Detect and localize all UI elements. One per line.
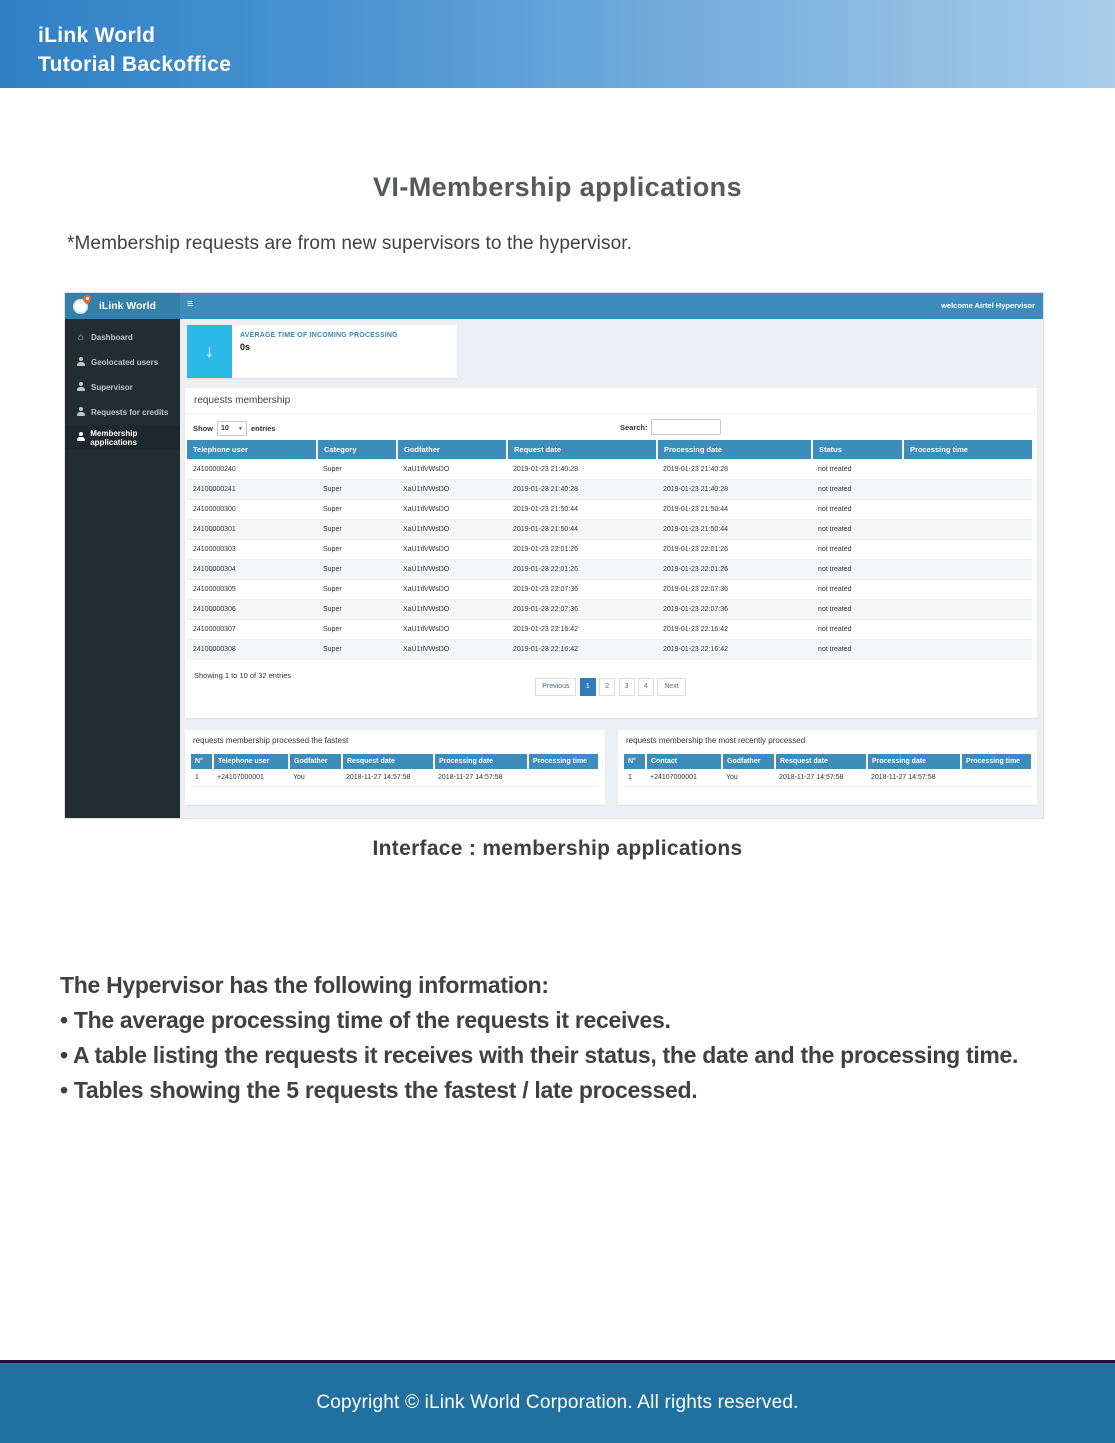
cell-request-date: 2018-11-27 14:57:58 bbox=[775, 769, 867, 786]
column-header-processing-date[interactable]: Processing date bbox=[657, 440, 812, 460]
users-icon bbox=[75, 357, 87, 368]
caret-down-icon: ▼ bbox=[238, 425, 243, 432]
app-sidebar bbox=[65, 319, 180, 818]
pagination-next-button[interactable]: Next bbox=[657, 678, 685, 696]
table-row bbox=[187, 460, 1032, 480]
table-row bbox=[191, 769, 598, 786]
table-summary: Showing 1 to 10 of 32 entries bbox=[194, 671, 292, 680]
cell-status: not treated bbox=[812, 460, 903, 480]
sidebar-item-dashboard[interactable] bbox=[65, 325, 180, 350]
cell-telephone-user: 24100000301 bbox=[187, 520, 317, 540]
cell-godfather: XaU1tlVWsDO bbox=[397, 480, 507, 500]
cell-godfather: You bbox=[289, 769, 342, 786]
cell-processing-date: 2019-01-23 22:01:26 bbox=[657, 560, 812, 580]
recent-panel-title: requests membership the most recently processed bbox=[626, 736, 806, 745]
cell-number: 1 bbox=[191, 769, 213, 786]
users-icon bbox=[75, 407, 87, 418]
fastest-table bbox=[191, 754, 598, 787]
cell-category: Super bbox=[317, 500, 397, 520]
cell-processing-date: 2019-01-23 22:16:42 bbox=[657, 640, 812, 660]
cell-category: Super bbox=[317, 640, 397, 660]
app-content bbox=[180, 319, 1043, 818]
cell-request-date: 2019-01-23 21:40:28 bbox=[507, 460, 657, 480]
body-intro: The Hypervisor has the following information: bbox=[60, 972, 549, 998]
column-header-contact: Contact bbox=[646, 754, 722, 769]
show-label: Show bbox=[193, 424, 213, 433]
table-row bbox=[187, 540, 1032, 560]
cell-telephone-user: 24100000306 bbox=[187, 600, 317, 620]
cell-processing-time bbox=[903, 580, 1032, 600]
cell-category: Super bbox=[317, 520, 397, 540]
pagination bbox=[185, 678, 1037, 696]
cell-status: not treated bbox=[812, 500, 903, 520]
requests-table-body bbox=[187, 460, 1032, 660]
cell-status: not treated bbox=[812, 540, 903, 560]
cell-telephone-user: 24100000308 bbox=[187, 640, 317, 660]
cell-processing-time bbox=[903, 540, 1032, 560]
cell-category: Super bbox=[317, 620, 397, 640]
cell-telephone-user: 24100000303 bbox=[187, 540, 317, 560]
cell-godfather: XaU1tlVWsDO bbox=[397, 560, 507, 580]
cell-request-date: 2019-01-23 21:40:28 bbox=[507, 480, 657, 500]
cell-number: 1 bbox=[624, 769, 646, 786]
cell-telephone-user: +24107000001 bbox=[213, 769, 289, 786]
cell-godfather: XaU1tlVWsDO bbox=[397, 540, 507, 560]
column-header-processing-time: Processing time bbox=[961, 754, 1031, 769]
cell-status: not treated bbox=[812, 620, 903, 640]
cell-category: Super bbox=[317, 560, 397, 580]
table-row bbox=[187, 500, 1032, 520]
recent-table bbox=[624, 754, 1031, 787]
cell-processing-date: 2019-01-23 21:50:44 bbox=[657, 520, 812, 540]
cell-request-date: 2019-01-23 22:16:42 bbox=[507, 640, 657, 660]
column-header-godfather: Godfather bbox=[289, 754, 342, 769]
app-logo[interactable] bbox=[65, 293, 180, 319]
recently-processed-panel bbox=[618, 730, 1037, 805]
cell-status: not treated bbox=[812, 640, 903, 660]
cell-status: not treated bbox=[812, 580, 903, 600]
column-header-processing-time[interactable]: Processing time bbox=[903, 440, 1032, 460]
cell-processing-date: 2019-01-23 21:40:28 bbox=[657, 460, 812, 480]
cell-processing-time bbox=[961, 769, 1031, 786]
cell-godfather: XaU1tlVWsDO bbox=[397, 620, 507, 640]
column-header-processing-date: Processing date bbox=[867, 754, 961, 769]
header-line-1: iLink World bbox=[38, 24, 156, 47]
cell-processing-date: 2019-01-23 21:40:28 bbox=[657, 480, 812, 500]
cell-godfather: XaU1tlVWsDO bbox=[397, 520, 507, 540]
search-label: Search: bbox=[620, 422, 648, 432]
sidebar-item-supervisor[interactable] bbox=[65, 375, 180, 400]
sidebar-item-geolocated-users[interactable] bbox=[65, 350, 180, 375]
table-row bbox=[187, 600, 1032, 620]
cell-godfather: You bbox=[722, 769, 775, 786]
cell-telephone-user: 24100000240 bbox=[187, 460, 317, 480]
cell-category: Super bbox=[317, 460, 397, 480]
pagination-page-1[interactable]: 1 bbox=[580, 678, 596, 696]
recent-table-header-row bbox=[624, 754, 1031, 769]
column-header-request-date: Resquest date bbox=[342, 754, 434, 769]
cell-processing-time bbox=[903, 520, 1032, 540]
document-footer bbox=[0, 1360, 1115, 1443]
bullet-1: • The average processing time of the requests it receives. bbox=[60, 1007, 671, 1033]
table-row bbox=[187, 480, 1032, 500]
cell-request-date: 2018-11-27 14:57:58 bbox=[342, 769, 434, 786]
sidebar-item-label: Geolocated users bbox=[91, 358, 159, 367]
fastest-table-body bbox=[191, 769, 598, 786]
document-header-band bbox=[0, 0, 1115, 88]
column-header-godfather[interactable]: Godfather bbox=[397, 440, 507, 460]
cell-processing-date: 2019-01-23 22:16:42 bbox=[657, 620, 812, 640]
average-time-label: AVERAGE TIME OF INCOMING PROCESSING bbox=[240, 332, 398, 339]
cell-processing-time bbox=[528, 769, 598, 786]
welcome-text: welcome Airtel Hypervisor bbox=[941, 301, 1035, 310]
cell-category: Super bbox=[317, 540, 397, 560]
requests-table bbox=[187, 440, 1032, 660]
document-header-title bbox=[38, 21, 231, 79]
body-text bbox=[60, 968, 1070, 1108]
cell-request-date: 2019-01-23 22:16:42 bbox=[507, 620, 657, 640]
column-header-request-date: Resquest date bbox=[775, 754, 867, 769]
sidebar-item-label: Requests for credits bbox=[91, 408, 169, 417]
cell-category: Super bbox=[317, 600, 397, 620]
sidebar-item-label: Supervisor bbox=[91, 383, 133, 392]
search-input[interactable] bbox=[651, 419, 721, 435]
pagination-page-2[interactable]: 2 bbox=[599, 678, 615, 696]
cell-processing-time bbox=[903, 460, 1032, 480]
panel-title: requests membership bbox=[185, 388, 1037, 414]
app-brand: iLink World bbox=[99, 300, 156, 312]
table-row bbox=[187, 560, 1032, 580]
cell-telephone-user: 24100000304 bbox=[187, 560, 317, 580]
requests-table-header-row bbox=[187, 440, 1032, 460]
cell-processing-date: 2018-11-27 14:57:58 bbox=[867, 769, 961, 786]
users-icon bbox=[75, 382, 87, 393]
cell-processing-time bbox=[903, 640, 1032, 660]
figure-caption: Interface : membership applications bbox=[372, 837, 743, 860]
cell-processing-date: 2019-01-23 22:07:36 bbox=[657, 580, 812, 600]
pagination-page-3[interactable]: 3 bbox=[619, 678, 635, 696]
cell-request-date: 2019-01-23 22:01:26 bbox=[507, 560, 657, 580]
cell-processing-time bbox=[903, 480, 1032, 500]
cell-processing-time bbox=[903, 620, 1032, 640]
column-header-telephone-user: Telephone user bbox=[213, 754, 289, 769]
cell-telephone-user: 24100000300 bbox=[187, 500, 317, 520]
column-header-request-date[interactable]: Request date bbox=[507, 440, 657, 460]
entries-label: entries bbox=[251, 424, 276, 433]
fastest-processed-panel bbox=[185, 730, 605, 805]
cell-processing-date: 2018-11-27 14:57:58 bbox=[434, 769, 528, 786]
page-size-control bbox=[193, 421, 276, 436]
column-header-status[interactable]: Status bbox=[812, 440, 903, 460]
cell-godfather: XaU1tlVWsDO bbox=[397, 600, 507, 620]
cell-status: not treated bbox=[812, 600, 903, 620]
page-title: VI-Membership applications bbox=[373, 172, 742, 202]
cell-status: not treated bbox=[812, 480, 903, 500]
cell-telephone-user: 24100000307 bbox=[187, 620, 317, 640]
cell-request-date: 2019-01-23 22:07:36 bbox=[507, 580, 657, 600]
column-header-godfather: Godfather bbox=[722, 754, 775, 769]
bullet-3: • Tables showing the 5 requests the fastest / late processed. bbox=[60, 1077, 698, 1103]
sidebar-item-label: Membership applications bbox=[90, 428, 138, 447]
cell-processing-time bbox=[903, 560, 1032, 580]
cell-processing-date: 2019-01-23 22:01:26 bbox=[657, 540, 812, 560]
cell-telephone-user: 24100000305 bbox=[187, 580, 317, 600]
cell-processing-date: 2019-01-23 21:50:44 bbox=[657, 500, 812, 520]
average-time-value: 0s bbox=[240, 342, 251, 352]
sidebar-item-label: Dashboard bbox=[91, 333, 133, 342]
table-row bbox=[187, 580, 1032, 600]
recent-table-body bbox=[624, 769, 1031, 786]
home-icon: ⌂ bbox=[77, 331, 85, 343]
sidebar-item-membership-applications[interactable] bbox=[65, 425, 180, 450]
fastest-table-header-row bbox=[191, 754, 598, 769]
header-line-2: Tutorial Backoffice bbox=[38, 53, 232, 76]
table-row bbox=[187, 520, 1032, 540]
table-row bbox=[187, 640, 1032, 660]
cell-request-date: 2019-01-23 21:50:44 bbox=[507, 520, 657, 540]
table-row bbox=[187, 620, 1032, 640]
column-header-number: N° bbox=[624, 754, 646, 769]
sidebar-item-requests-for-credits[interactable] bbox=[65, 400, 180, 425]
users-icon bbox=[75, 432, 86, 443]
fastest-panel-title: requests membership processed the fastest bbox=[193, 736, 349, 745]
column-header-category[interactable]: Category bbox=[317, 440, 397, 460]
column-header-telephone-user[interactable]: Telephone user bbox=[187, 440, 317, 460]
cell-processing-time bbox=[903, 600, 1032, 620]
cell-processing-time bbox=[903, 500, 1032, 520]
cell-category: Super bbox=[317, 480, 397, 500]
cell-godfather: XaU1tlVWsDO bbox=[397, 500, 507, 520]
cell-godfather: XaU1tlVWsDO bbox=[397, 580, 507, 600]
app-screenshot bbox=[65, 293, 1043, 818]
down-arrow-icon: ↓ bbox=[187, 325, 232, 378]
table-row bbox=[624, 769, 1031, 786]
cell-godfather: XaU1tlVWsDO bbox=[397, 460, 507, 480]
pagination-previous-button[interactable]: Previous bbox=[535, 678, 576, 696]
column-header-processing-date: Processing date bbox=[434, 754, 528, 769]
table-controls bbox=[185, 418, 1037, 440]
cell-godfather: XaU1tlVWsDO bbox=[397, 640, 507, 660]
cell-request-date: 2019-01-23 22:07:36 bbox=[507, 600, 657, 620]
cell-request-date: 2019-01-23 21:50:44 bbox=[507, 500, 657, 520]
average-time-card bbox=[187, 325, 457, 378]
app-topbar bbox=[65, 293, 1043, 319]
page-size-value: 10 bbox=[221, 425, 229, 432]
column-header-processing-time: Processing time bbox=[528, 754, 598, 769]
search-control bbox=[620, 419, 721, 435]
cell-contact: +24107000001 bbox=[646, 769, 722, 786]
cell-status: not treated bbox=[812, 520, 903, 540]
cell-request-date: 2019-01-23 22:01:26 bbox=[507, 540, 657, 560]
page-subtitle: *Membership requests are from new supervisors to the hypervisor. bbox=[67, 233, 633, 254]
globe-pin-icon bbox=[73, 299, 88, 314]
bullet-2: • A table listing the requests it receives with their status, the date and the processing time. bbox=[60, 1042, 1019, 1068]
cell-telephone-user: 24100000241 bbox=[187, 480, 317, 500]
menu-icon[interactable]: ≡ bbox=[187, 298, 194, 310]
pagination-page-4[interactable]: 4 bbox=[638, 678, 654, 696]
page-size-select[interactable] bbox=[217, 421, 247, 436]
cell-status: not treated bbox=[812, 560, 903, 580]
copyright-text: Copyright © iLink World Corporation. All rights reserved. bbox=[316, 1392, 799, 1413]
requests-membership-panel bbox=[185, 388, 1037, 718]
cell-category: Super bbox=[317, 580, 397, 600]
column-header-number: N° bbox=[191, 754, 213, 769]
cell-processing-date: 2019-01-23 22:07:36 bbox=[657, 600, 812, 620]
